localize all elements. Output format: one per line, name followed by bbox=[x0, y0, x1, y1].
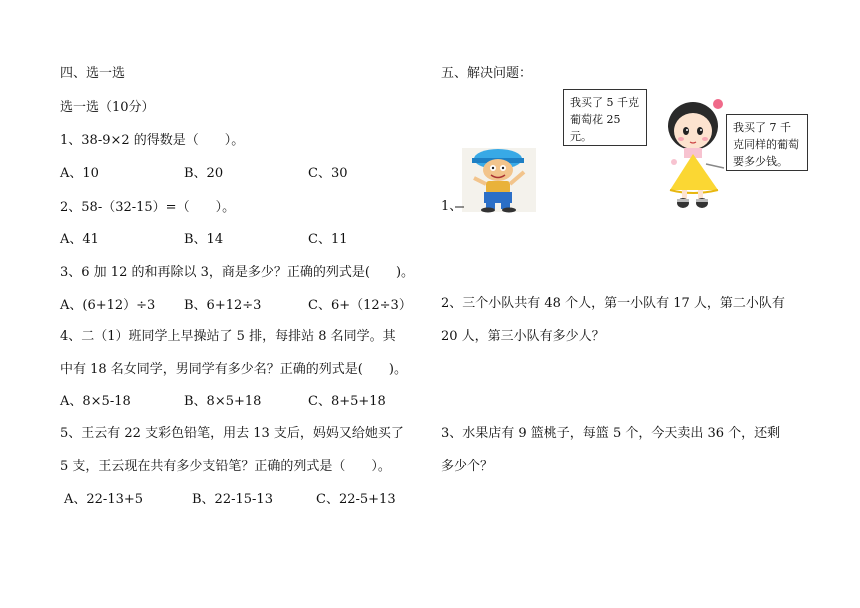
problem-3-line1: 3、水果店有 9 篮桃子，每篮 5 个，今天卖出 36 个，还剩 bbox=[441, 426, 781, 441]
subtitle-choose: 选一选（10分） bbox=[60, 100, 155, 115]
q4-option-a: A、8×5-18 bbox=[60, 394, 131, 409]
q2-option-c: C、11 bbox=[308, 232, 348, 247]
problem-1-number: 1、 bbox=[441, 199, 463, 214]
q4-option-b: B、8×5+18 bbox=[184, 394, 262, 409]
q5-option-b: B、22-15-13 bbox=[192, 492, 273, 507]
q1-option-c: C、30 bbox=[308, 166, 348, 181]
q1-option-b: B、20 bbox=[184, 166, 224, 181]
question-1: 1、38-9×2 的得数是（ ）。 bbox=[60, 133, 245, 148]
q3-option-b: B、6+12÷3 bbox=[184, 298, 262, 313]
speech-bubble-girl: 我买了 7 千克同样的葡萄要多少钱。 bbox=[726, 114, 808, 171]
cartoon-girl-image bbox=[662, 98, 728, 210]
question-2: 2、58-（32-15）=（ ）。 bbox=[60, 200, 236, 215]
section-title-solve: 五、解决问题： bbox=[441, 66, 533, 81]
q2-option-a: A、41 bbox=[60, 232, 99, 247]
question-5-line2: 5 支，王云现在共有多少支铅笔？正确的列式是（ ）。 bbox=[60, 459, 391, 474]
q5-option-c: C、22-5+13 bbox=[316, 492, 396, 507]
cartoon-boy-image bbox=[462, 148, 536, 212]
question-5-line1: 5、王云有 22 支彩色铅笔，用去 13 支后，妈妈又给她买了 bbox=[60, 426, 404, 441]
q1-option-a: A、10 bbox=[60, 166, 99, 181]
question-4-line2: 中有 18 名女同学，男同学有多少名？正确的列式是( )。 bbox=[60, 362, 407, 377]
q3-option-a: A、(6+12）÷3 bbox=[60, 298, 156, 313]
question-4-line1: 4、二（1）班同学上早操站了 5 排，每排站 8 名同学。其 bbox=[60, 329, 396, 344]
q4-option-c: C、8+5+18 bbox=[308, 394, 386, 409]
q2-option-b: B、14 bbox=[184, 232, 224, 247]
problem-2-line1: 2、三个小队共有 48 个人，第一小队有 17 人，第二小队有 bbox=[441, 296, 785, 311]
question-3: 3、6 加 12 的和再除以 3，商是多少？正确的列式是( )。 bbox=[60, 265, 415, 280]
problem-2-line2: 20 人，第三小队有多少人？ bbox=[441, 329, 605, 344]
q5-option-a: A、22-13+5 bbox=[64, 492, 144, 507]
problem-3-line2: 多少个？ bbox=[441, 459, 494, 474]
problem-1-answer-blank bbox=[455, 205, 465, 209]
section-title-choose: 四、选一选 bbox=[60, 66, 126, 81]
q3-option-c: C、6+（12÷3） bbox=[308, 298, 412, 313]
speech-bubble-boy: 我买了 5 千克葡萄花 25 元。 bbox=[563, 89, 647, 146]
